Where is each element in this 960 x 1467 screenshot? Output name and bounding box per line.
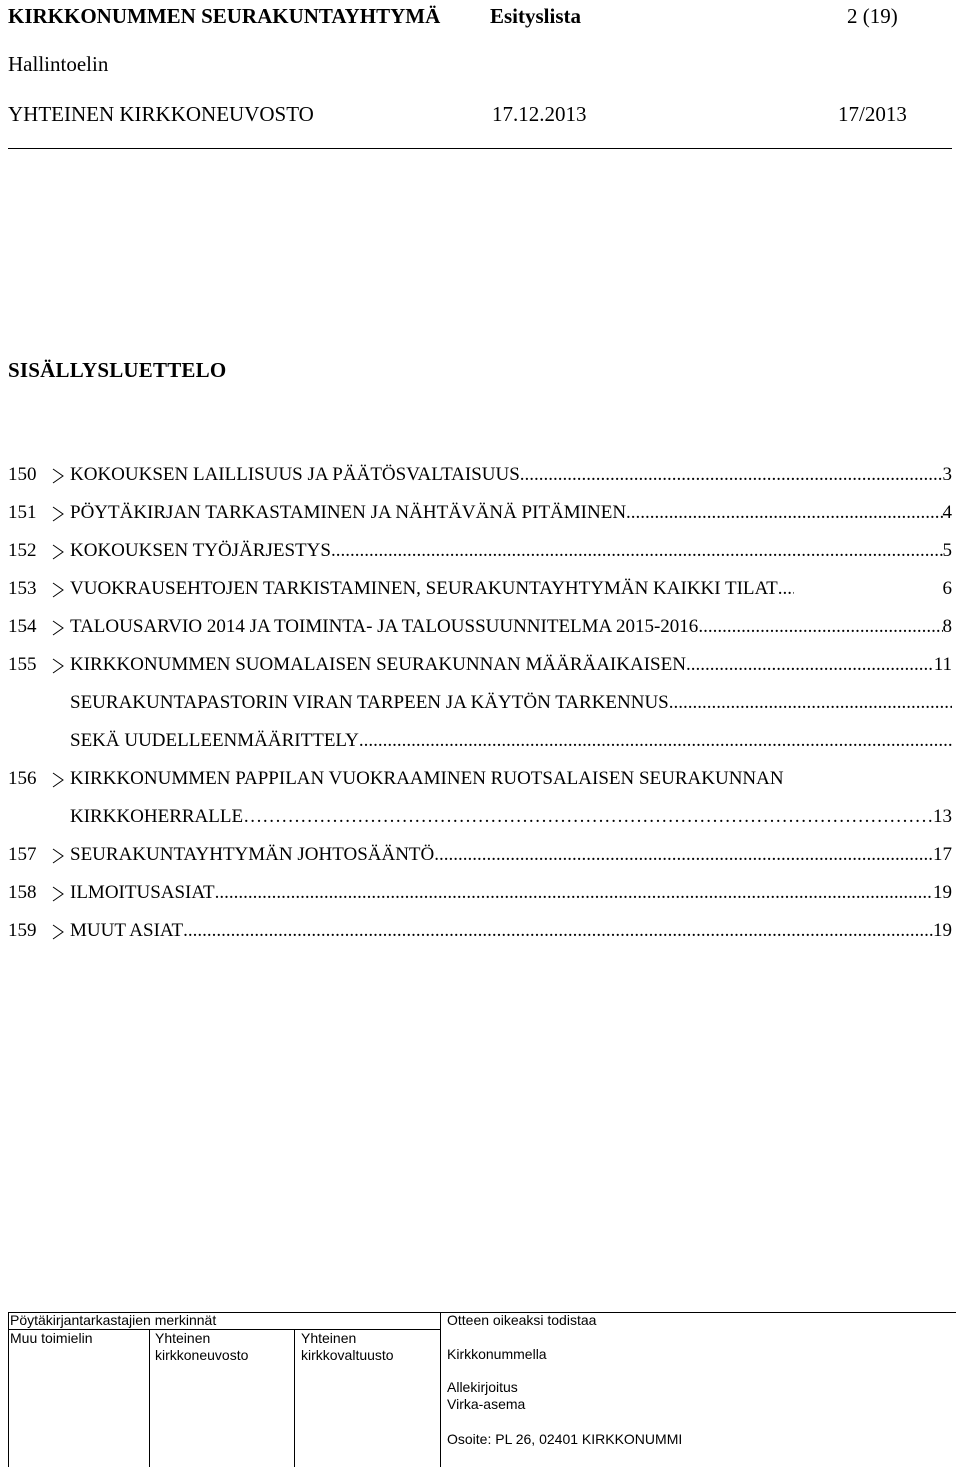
header-divider	[8, 148, 952, 149]
chevron-right-icon	[51, 582, 65, 598]
chevron-right-icon	[51, 506, 65, 522]
col-council-line2: kirkkoneuvosto	[155, 1347, 249, 1363]
col-council-line1: Yhteinen	[155, 1330, 211, 1346]
toc-item[interactable]	[8, 912, 952, 950]
toc-item-title: MUUT ASIAT	[70, 920, 184, 941]
toc-item-title: SEURAKUNTAYHTYMÄN JOHTOSÄÄNTÖ	[70, 844, 435, 865]
toc-item[interactable]	[8, 494, 952, 532]
toc-title: SISÄLLYSLUETTELO	[8, 358, 227, 382]
toc-item-title: ILMOITUSASIAT	[70, 882, 215, 903]
col-other-body: Muu toimielin	[10, 1330, 93, 1346]
chevron-right-icon	[51, 772, 65, 788]
toc-item-title: KOKOUKSEN LAILLISUUS JA PÄÄTÖSVALTAISUUS	[70, 464, 520, 485]
toc-item-page: 8	[942, 616, 952, 637]
toc-item-number: 156	[8, 768, 37, 789]
toc-item[interactable]	[8, 532, 952, 570]
toc-item-page: 4	[942, 502, 952, 523]
toc-item-page: 19	[933, 920, 952, 941]
toc-item-number: 158	[8, 882, 37, 903]
toc-item-number: 155	[8, 654, 37, 675]
col-assembly-line2: kirkkovaltuusto	[301, 1347, 394, 1363]
toc-item-title: KOKOUKSEN TYÖJÄRJESTYS	[70, 540, 331, 561]
toc-item-number: 150	[8, 464, 37, 485]
toc-item-title: KIRKKONUMMEN SUOMALAISEN SEURAKUNNAN MÄÄRÄAIKAISEN	[70, 654, 686, 675]
chevron-right-icon	[51, 468, 65, 484]
toc-item[interactable]	[8, 608, 952, 646]
footer-left-rule	[8, 1312, 9, 1467]
certified-label: Otteen oikeaksi todistaa	[447, 1312, 597, 1328]
toc-item-page: 13	[933, 806, 952, 827]
org-name: KIRKKONUMMEN SEURAKUNTAYHTYMÄ	[8, 4, 441, 28]
chevron-right-icon	[51, 658, 65, 674]
toc-item-title: VUOKRAUSEHTOJEN TARKISTAMINEN, SEURAKUNTAYHTYMÄN KAIKKI TILAT	[70, 578, 778, 599]
toc-item-number: 157	[8, 844, 37, 865]
toc-item-number: 151	[8, 502, 37, 523]
signature-label: Allekirjoitus	[447, 1379, 518, 1395]
position-label: Virka-asema	[447, 1396, 526, 1412]
footer-col-divider-1	[149, 1329, 150, 1467]
doc-type: Esityslista	[490, 4, 582, 28]
toc-item-number: 159	[8, 920, 37, 941]
toc-item-page: 3	[942, 464, 952, 485]
chevron-right-icon	[51, 544, 65, 560]
toc-item-page: 6	[942, 578, 952, 599]
chevron-right-icon	[51, 620, 65, 636]
chevron-right-icon	[51, 924, 65, 940]
toc-item-continuation[interactable]	[8, 798, 952, 836]
toc-item-title: PÖYTÄKIRJAN TARKASTAMINEN JA NÄHTÄVÄNÄ PITÄMINEN	[70, 502, 627, 523]
toc-item-title: SEURAKUNTAPASTORIN VIRAN TARPEEN JA KÄYTÖN TARKENNUS	[70, 692, 669, 713]
toc-item-title: TALOUSARVIO 2014 JA TOIMINTA- JA TALOUSSUUNNITELMA 2015-2016	[70, 616, 699, 637]
meeting-number: 17/2013	[838, 102, 907, 126]
toc-list	[8, 456, 952, 950]
page-count: 2 (19)	[847, 4, 898, 28]
toc-item-title: KIRKKONUMMEN PAPPILAN VUOKRAAMINEN RUOTSALAISEN SEURAKUNNAN	[70, 768, 784, 789]
toc-item[interactable]	[8, 646, 952, 684]
unit-label: Hallintoelin	[8, 52, 109, 76]
chevron-right-icon	[51, 886, 65, 902]
toc-item[interactable]	[8, 836, 952, 874]
toc-item-title: KIRKKOHERRALLE	[70, 806, 244, 827]
toc-item[interactable]	[8, 760, 952, 798]
toc-item-continuation[interactable]	[8, 722, 952, 760]
address-label: Osoite: PL 26, 02401 KIRKKONUMMI	[447, 1431, 683, 1447]
toc-item-page: 17	[933, 844, 952, 865]
footer-col-divider-2	[294, 1329, 295, 1467]
toc-item-continuation[interactable]	[8, 684, 952, 722]
toc-item-number: 152	[8, 540, 37, 561]
chevron-right-icon	[51, 848, 65, 864]
toc-item[interactable]	[8, 874, 952, 912]
toc-item-title: SEKÄ UUDELLEENMÄÄRITTELY	[70, 730, 359, 751]
toc-item[interactable]	[8, 456, 952, 494]
toc-item-page: 5	[942, 540, 952, 561]
meeting-body: YHTEINEN KIRKKONEUVOSTO	[8, 102, 314, 126]
reviewers-title: Pöytäkirjantarkastajien merkinnät	[10, 1312, 217, 1328]
col-assembly-line1: Yhteinen	[301, 1330, 357, 1346]
footer-signature-box	[8, 1312, 956, 1467]
toc-item-number: 153	[8, 578, 37, 599]
toc-item-page: 19	[933, 882, 952, 903]
toc-item-page: 11	[933, 654, 952, 675]
toc-item-number: 154	[8, 616, 37, 637]
place-label: Kirkkonummella	[447, 1346, 547, 1362]
toc-item[interactable]	[8, 570, 952, 608]
meeting-date: 17.12.2013	[492, 102, 587, 126]
footer-divider	[440, 1312, 441, 1467]
